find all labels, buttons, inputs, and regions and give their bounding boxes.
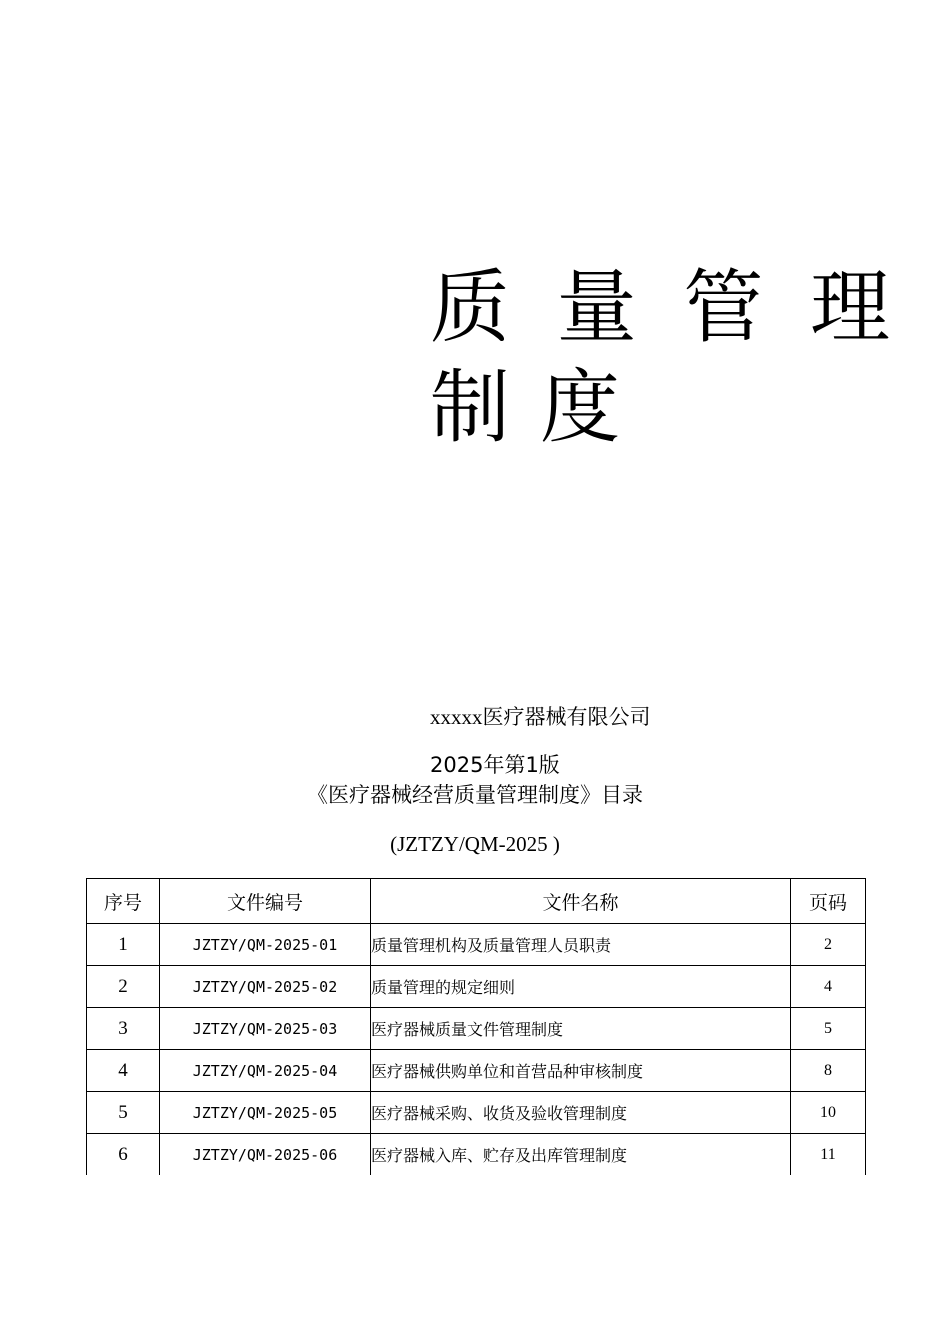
row-no: 2 <box>87 966 160 1008</box>
row-code: JZTZY/QM-2025-02 <box>160 966 371 1008</box>
row-name: 医疗器械入库、贮存及出库管理制度 <box>371 1134 791 1176</box>
table-row <box>87 1050 866 1092</box>
header-no: 序号 <box>87 879 160 924</box>
row-name: 医疗器械质量文件管理制度 <box>371 1008 791 1050</box>
row-page: 11 <box>791 1134 866 1176</box>
row-page: 4 <box>791 966 866 1008</box>
document-title <box>430 258 890 458</box>
row-no: 6 <box>87 1134 160 1176</box>
company-name <box>430 702 651 732</box>
row-name: 质量管理机构及质量管理人员职责 <box>371 924 791 966</box>
company-name-prefix: xxxxx <box>430 705 483 729</box>
row-code: JZTZY/QM-2025-03 <box>160 1008 371 1050</box>
row-no: 5 <box>87 1092 160 1134</box>
row-no: 1 <box>87 924 160 966</box>
row-name: 质量管理的规定细则 <box>371 966 791 1008</box>
toc-title: 《医疗器械经营质量管理制度》目录 <box>307 783 643 807</box>
toc-table <box>86 878 866 1175</box>
row-no: 4 <box>87 1050 160 1092</box>
row-name: 医疗器械供购单位和首营品种审核制度 <box>371 1050 791 1092</box>
row-page: 10 <box>791 1092 866 1134</box>
table-row <box>87 1092 866 1134</box>
row-code: JZTZY/QM-2025-01 <box>160 924 371 966</box>
company-name-text: 医疗器械有限公司 <box>482 705 651 729</box>
table-row <box>87 924 866 966</box>
table-row <box>87 1008 866 1050</box>
row-page: 5 <box>791 1008 866 1050</box>
header-page: 页码 <box>791 879 866 924</box>
document-title-line2: 制度 <box>430 361 650 454</box>
document-title-line1: 质量管理 <box>430 261 890 354</box>
table-row <box>87 1134 866 1176</box>
edition-label: 2025年第1版 <box>430 753 560 777</box>
row-code: JZTZY/QM-2025-04 <box>160 1050 371 1092</box>
row-name: 医疗器械采购、收货及验收管理制度 <box>371 1092 791 1134</box>
row-page: 8 <box>791 1050 866 1092</box>
row-no: 3 <box>87 1008 160 1050</box>
toc-header-row <box>87 879 866 924</box>
row-code: JZTZY/QM-2025-05 <box>160 1092 371 1134</box>
row-page: 2 <box>791 924 866 966</box>
toc-document-code: (JZTZY/QM-2025 ) <box>390 832 560 856</box>
header-name: 文件名称 <box>371 879 791 924</box>
table-row <box>87 966 866 1008</box>
row-code: JZTZY/QM-2025-06 <box>160 1134 371 1176</box>
header-code: 文件编号 <box>160 879 371 924</box>
